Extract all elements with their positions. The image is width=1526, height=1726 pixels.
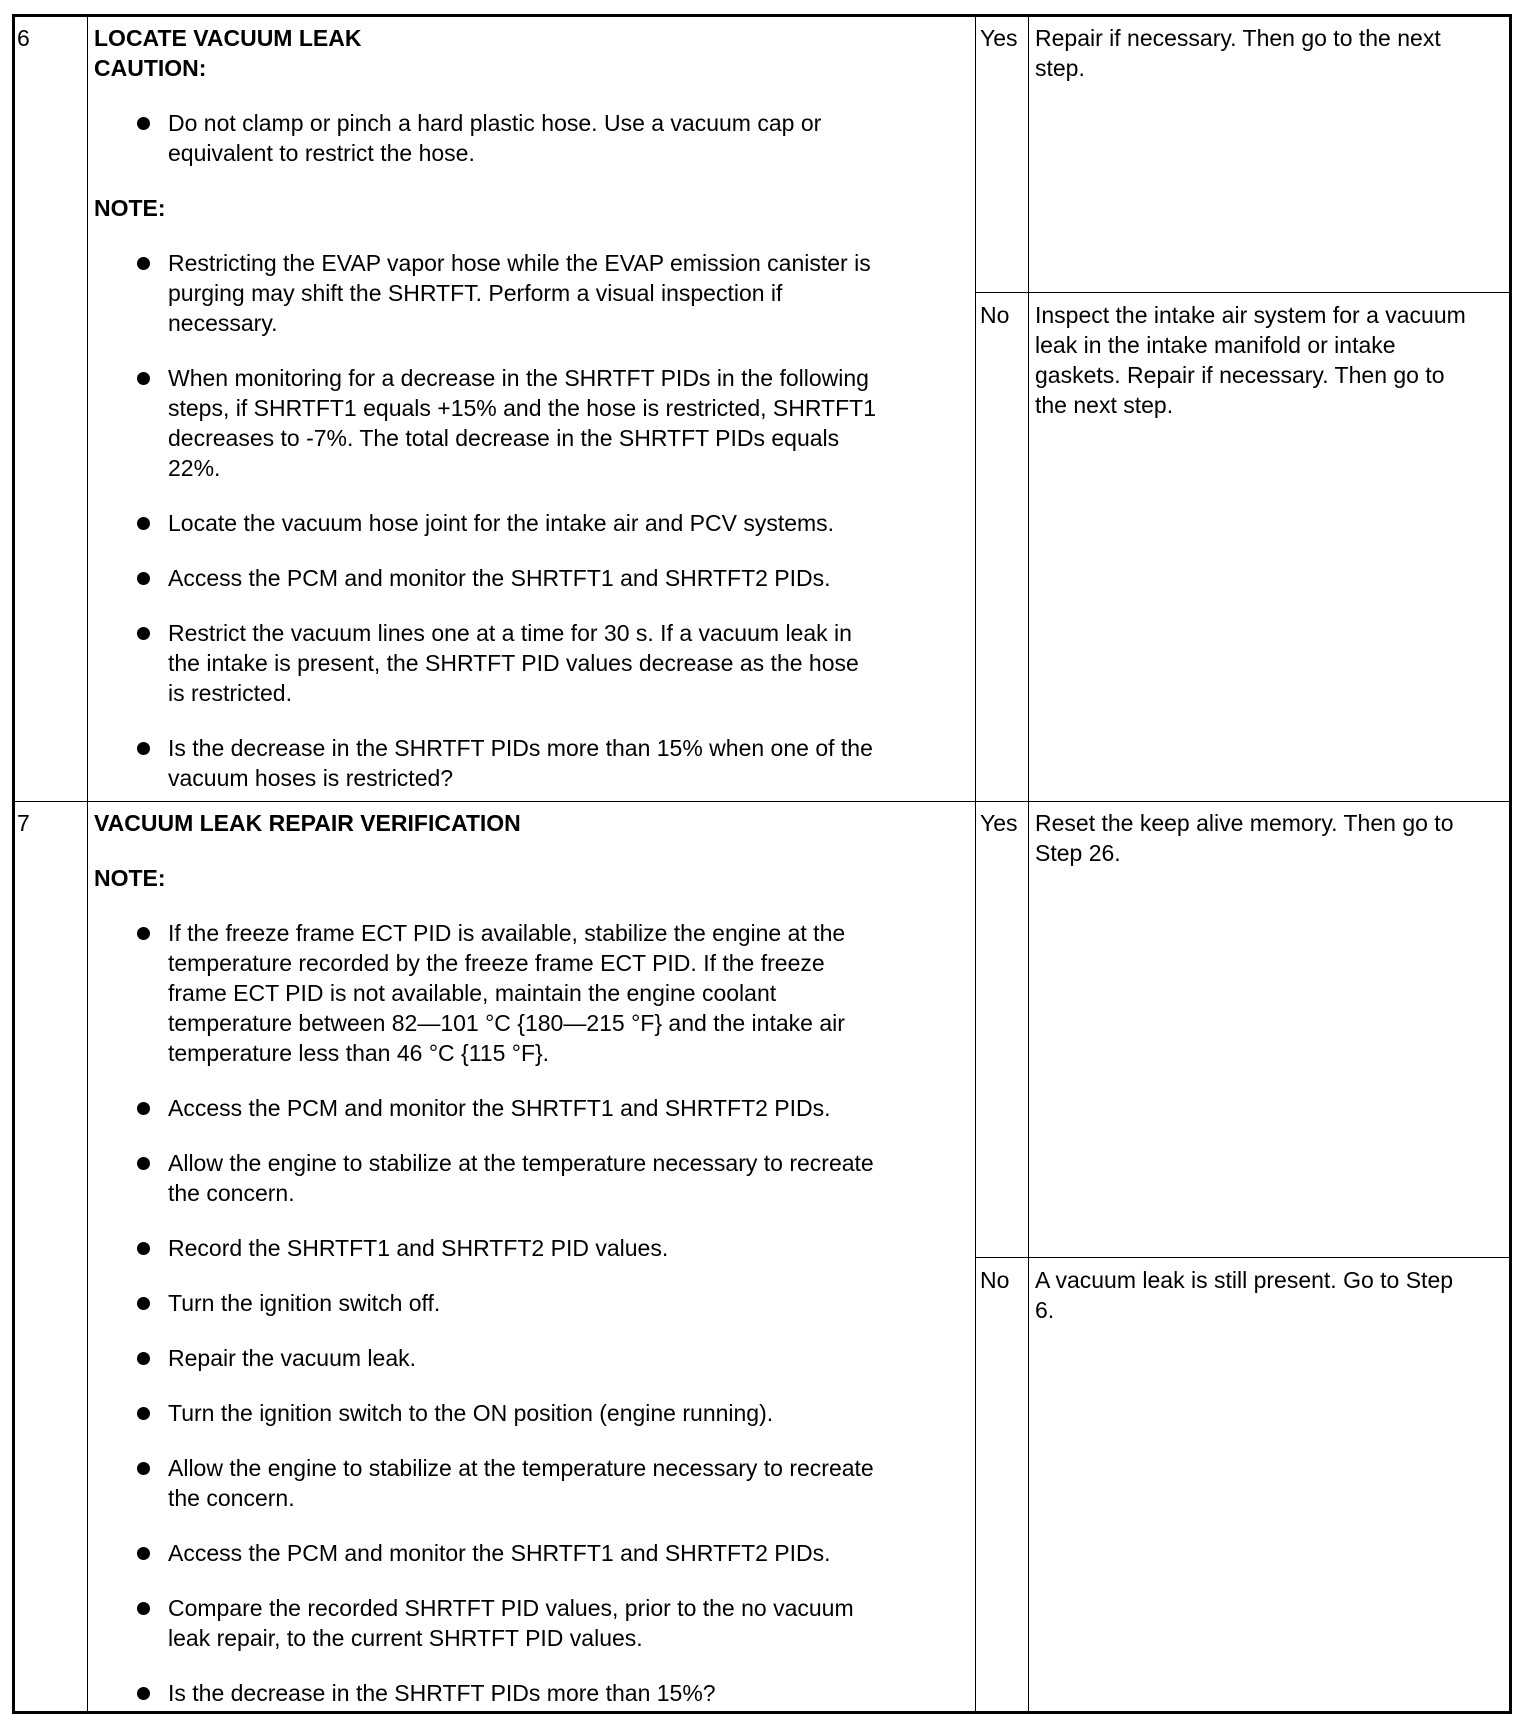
note-line: Compare the recorded SHRTFT PID values, prior to the no vacuum xyxy=(168,1595,854,1621)
bullet-dot xyxy=(137,1352,150,1365)
bullet-dot xyxy=(137,1407,150,1420)
note-line: Allow the engine to stabilize at the temperature necessary to recreate xyxy=(168,1150,874,1176)
bullet-dot xyxy=(137,257,150,270)
note-label: NOTE: xyxy=(94,865,166,891)
no-action-line: 6. xyxy=(1035,1297,1055,1323)
step-6-heading: LOCATE VACUUM LEAK xyxy=(94,25,362,51)
bullet-dot xyxy=(137,572,150,585)
note-line: temperature between 82—101 °C {180—215 °F} and the intake air xyxy=(168,1010,845,1036)
column-divider-result xyxy=(1028,14,1029,1714)
bullet-dot xyxy=(137,742,150,755)
yes-no-divider-row6 xyxy=(975,292,1512,293)
bullet-dot xyxy=(137,1602,150,1615)
note-line: decreases to -7%. The total decrease in the SHRTFT PIDs equals xyxy=(168,425,840,451)
bullet-dot xyxy=(137,372,150,385)
caution-line: Do not clamp or pinch a hard plastic hose. Use a vacuum cap or xyxy=(168,110,822,136)
yes-label: Yes xyxy=(980,25,1018,51)
bullet-dot xyxy=(137,1242,150,1255)
note-line: Access the PCM and monitor the SHRTFT1 and SHRTFT2 PIDs. xyxy=(168,1095,831,1121)
note-line: Turn the ignition switch off. xyxy=(168,1290,441,1316)
note-line: Locate the vacuum hose joint for the intake air and PCV systems. xyxy=(168,510,835,536)
note-line: leak repair, to the current SHRTFT PID values. xyxy=(168,1625,643,1651)
caution-line: equivalent to restrict the hose. xyxy=(168,140,475,166)
note-line: the concern. xyxy=(168,1485,295,1511)
bullet-dot xyxy=(137,517,150,530)
caution-label: CAUTION: xyxy=(94,55,207,81)
bullet-dot xyxy=(137,927,150,940)
yes-action-line: step. xyxy=(1035,55,1085,81)
bullet-dot xyxy=(137,1297,150,1310)
note-line: temperature less than 46 °C {115 °F}. xyxy=(168,1040,550,1066)
yes-no-divider-row7 xyxy=(975,1257,1512,1258)
note-line: If the freeze frame ECT PID is available, stabilize the engine at the xyxy=(168,920,846,946)
note-line: purging may shift the SHRTFT. Perform a visual inspection if xyxy=(168,280,783,306)
note-line: steps, if SHRTFT1 equals +15% and the hose is restricted, SHRTFT1 xyxy=(168,395,876,421)
note-line: Restrict the vacuum lines one at a time for 30 s. If a vacuum leak in xyxy=(168,620,852,646)
yes-action-line: Reset the keep alive memory. Then go to xyxy=(1035,810,1454,836)
step-number-7: 7 xyxy=(17,810,30,836)
note-line: Record the SHRTFT1 and SHRTFT2 PID values. xyxy=(168,1235,669,1261)
note-line: is restricted. xyxy=(168,680,292,706)
bullet-dot xyxy=(137,1102,150,1115)
column-divider-step xyxy=(87,14,88,1714)
yes-action-line: Step 26. xyxy=(1035,840,1121,866)
note-line: When monitoring for a decrease in the SHRTFT PIDs in the following xyxy=(168,365,869,391)
no-action-line: Inspect the intake air system for a vacuum xyxy=(1035,302,1466,328)
column-divider-action xyxy=(975,14,976,1714)
yes-action-line: Repair if necessary. Then go to the next xyxy=(1035,25,1441,51)
no-label: No xyxy=(980,1267,1010,1293)
bullet-dot xyxy=(137,627,150,640)
note-line: Allow the engine to stabilize at the temperature necessary to recreate xyxy=(168,1455,874,1481)
step-number-6: 6 xyxy=(17,25,30,51)
note-line: Is the decrease in the SHRTFT PIDs more than 15%? xyxy=(168,1680,716,1706)
note-line: frame ECT PID is not available, maintain the engine coolant xyxy=(168,980,777,1006)
no-action-line: gaskets. Repair if necessary. Then go to xyxy=(1035,362,1445,388)
no-action-line: the next step. xyxy=(1035,392,1174,418)
note-label: NOTE: xyxy=(94,195,166,221)
note-line: the intake is present, the SHRTFT PID values decrease as the hose xyxy=(168,650,859,676)
no-action-line: leak in the intake manifold or intake xyxy=(1035,332,1396,358)
note-line: the concern. xyxy=(168,1180,295,1206)
bullet-dot xyxy=(137,117,150,130)
note-line: 22%. xyxy=(168,455,221,481)
note-line: vacuum hoses is restricted? xyxy=(168,765,454,791)
note-line: necessary. xyxy=(168,310,278,336)
note-line: Turn the ignition switch to the ON position (engine running). xyxy=(168,1400,774,1426)
note-line: Is the decrease in the SHRTFT PIDs more than 15% when one of the xyxy=(168,735,873,761)
bullet-dot xyxy=(137,1462,150,1475)
bullet-dot xyxy=(137,1687,150,1700)
note-line: Access the PCM and monitor the SHRTFT1 and SHRTFT2 PIDs. xyxy=(168,565,831,591)
no-action-line: A vacuum leak is still present. Go to Step xyxy=(1035,1267,1454,1293)
row-divider xyxy=(12,801,1512,802)
note-line: Restricting the EVAP vapor hose while the EVAP emission canister is xyxy=(168,250,871,276)
bullet-dot xyxy=(137,1157,150,1170)
yes-label: Yes xyxy=(980,810,1018,836)
note-line: Repair the vacuum leak. xyxy=(168,1345,417,1371)
bullet-dot xyxy=(137,1547,150,1560)
no-label: No xyxy=(980,302,1010,328)
note-line: Access the PCM and monitor the SHRTFT1 and SHRTFT2 PIDs. xyxy=(168,1540,831,1566)
step-7-heading: VACUUM LEAK REPAIR VERIFICATION xyxy=(94,810,521,836)
note-line: temperature recorded by the freeze frame ECT PID. If the freeze xyxy=(168,950,825,976)
